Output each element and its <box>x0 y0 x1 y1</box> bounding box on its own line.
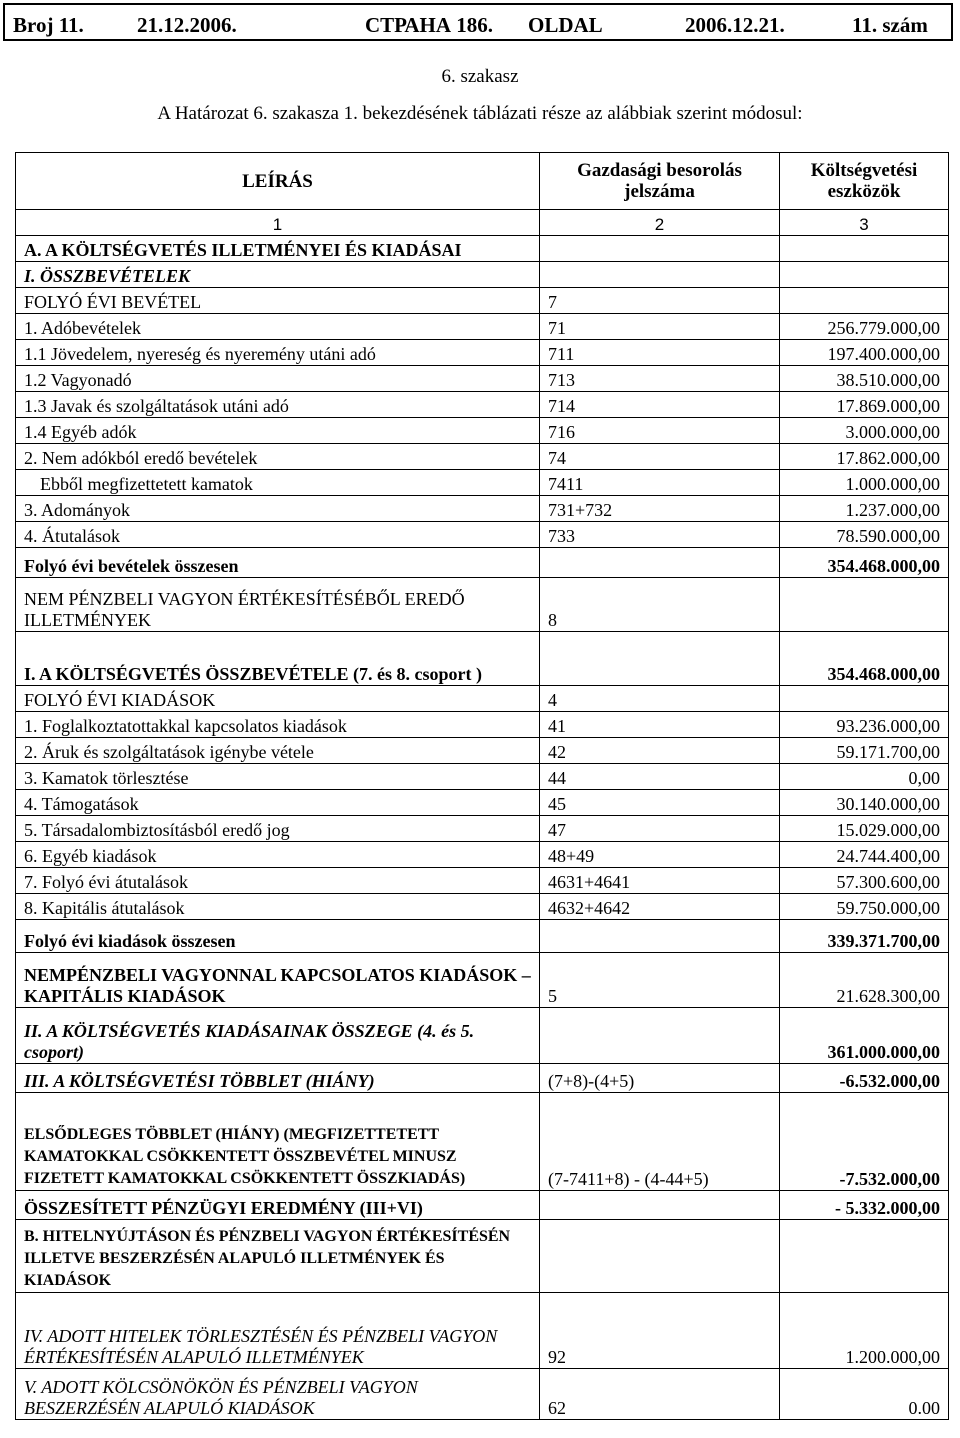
row-code: 48+49 <box>540 842 780 868</box>
row-description: A. A KÖLTSÉGVETÉS ILLETMÉNYEI ÉS KIADÁSAI <box>16 236 540 262</box>
row-description: NEMPÉNZBELI VAGYONNAL KAPCSOLATOS KIADÁSOK – KAPITÁLIS KIADÁSOK <box>16 953 540 1008</box>
table-row <box>16 578 949 632</box>
column-number: 1 <box>16 210 540 236</box>
column-number: 3 <box>780 210 949 236</box>
row-amount: 15.029.000,00 <box>780 816 949 842</box>
row-amount <box>780 686 949 712</box>
row-description: 7. Folyó évi átutalások <box>16 868 540 894</box>
row-amount: 339.371.700,00 <box>780 920 949 953</box>
row-amount: 361.000.000,00 <box>780 1008 949 1064</box>
row-code: 42 <box>540 738 780 764</box>
row-amount <box>780 1220 949 1293</box>
table-row <box>16 288 949 314</box>
row-amount: 59.171.700,00 <box>780 738 949 764</box>
table-row <box>16 236 949 262</box>
row-code <box>540 1191 780 1220</box>
row-amount: 24.744.400,00 <box>780 842 949 868</box>
row-description: 8. Kapitális átutalások <box>16 894 540 920</box>
row-code <box>540 262 780 288</box>
row-code <box>540 548 780 578</box>
row-description: Folyó évi bevételek összesen <box>16 548 540 578</box>
header-description: LEÍRÁS <box>16 153 540 210</box>
table-row <box>16 842 949 868</box>
table-row <box>16 790 949 816</box>
row-code <box>540 920 780 953</box>
row-description: 6. Egyéb kiadások <box>16 842 540 868</box>
intro-text: A Határozat 6. szakasza 1. bekezdésének táblázati része az alábbiak szerint módosul: <box>157 103 803 124</box>
table-row <box>16 444 949 470</box>
row-description: 1.3 Javak és szolgáltatások utáni adó <box>16 392 540 418</box>
row-description: II. A KÖLTSÉGVETÉS KIADÁSAINAK ÖSSZEGE (4. és 5. csoport) <box>16 1008 540 1064</box>
row-amount <box>780 578 949 632</box>
budget-table <box>15 152 949 1420</box>
row-code: 8 <box>540 578 780 632</box>
page-serbian: СТРАНА 186. <box>365 13 493 37</box>
row-description: 4. Átutalások <box>16 522 540 548</box>
table-row <box>16 522 949 548</box>
header-classification: Gazdasági besorolás jelszáma <box>540 153 780 210</box>
table-row <box>16 632 949 686</box>
row-code: 731+732 <box>540 496 780 522</box>
row-code: 45 <box>540 790 780 816</box>
row-code: 41 <box>540 712 780 738</box>
row-description: ELSŐDLEGES TÖBBLET (HIÁNY) (MEGFIZETTETETT KAMATOKKAL CSÖKKENTETT ÖSSZBEVÉTEL MINUSZ FIZETETT KAMATOKKAL CSÖKKENTETT ÖSSZKIADÁS) <box>16 1093 540 1191</box>
header-budget-funds: Költségvetési eszközök <box>780 153 949 210</box>
table-row <box>16 738 949 764</box>
row-code: 711 <box>540 340 780 366</box>
row-description: B. HITELNYÚJTÁSON ÉS PÉNZBELI VAGYON ÉRTÉKESÍTÉSÉN ILLETVE BESZERZÉSÉN ALAPULÓ ILLETMÉNYEK ÉS KIADÁSOK <box>16 1220 540 1293</box>
row-description: 3. Adományok <box>16 496 540 522</box>
row-code: 4632+4642 <box>540 894 780 920</box>
row-amount: 0,00 <box>780 764 949 790</box>
table-row <box>16 470 949 496</box>
row-description: 1. Adóbevételek <box>16 314 540 340</box>
row-description: 1.4 Egyéb adók <box>16 418 540 444</box>
table-row <box>16 1093 949 1191</box>
row-amount <box>780 236 949 262</box>
row-code: 92 <box>540 1293 780 1369</box>
table-row <box>16 496 949 522</box>
table-row <box>16 953 949 1008</box>
row-amount: 59.750.000,00 <box>780 894 949 920</box>
row-code <box>540 1220 780 1293</box>
row-code: 733 <box>540 522 780 548</box>
row-code: 716 <box>540 418 780 444</box>
row-code: 44 <box>540 764 780 790</box>
issue-number: Broj 11. <box>13 13 84 37</box>
table-row <box>16 548 949 578</box>
row-description: ÖSSZESÍTETT PÉNZÜGYI EREDMÉNY (III+VI) <box>16 1191 540 1220</box>
table-row <box>16 1064 949 1093</box>
row-description: Ebből megfizettetett kamatok <box>16 470 540 496</box>
row-code: (7-7411+8) - (4-44+5) <box>540 1093 780 1191</box>
row-description: 2. Áruk és szolgáltatások igénybe vétele <box>16 738 540 764</box>
row-description: V. ADOTT KÖLCSÖNÖKÖN ÉS PÉNZBELI VAGYON BESZERZÉSÉN ALAPULÓ KIADÁSOK <box>16 1369 540 1420</box>
row-description: NEM PÉNZBELI VAGYON ÉRTÉKESÍTÉSÉBŐL EREDŐ ILLETMÉNYEK <box>16 578 540 632</box>
row-amount: 93.236.000,00 <box>780 712 949 738</box>
row-amount: 30.140.000,00 <box>780 790 949 816</box>
row-description: 1.1 Jövedelem, nyereség és nyeremény utáni adó <box>16 340 540 366</box>
row-amount: 17.869.000,00 <box>780 392 949 418</box>
row-amount: 57.300.600,00 <box>780 868 949 894</box>
row-description: 3. Kamatok törlesztése <box>16 764 540 790</box>
table-row <box>16 392 949 418</box>
row-description: 5. Társadalombiztosításból eredő jog <box>16 816 540 842</box>
row-amount: 38.510.000,00 <box>780 366 949 392</box>
row-amount: - 5.332.000,00 <box>780 1191 949 1220</box>
row-description: I. ÖSSZBEVÉTELEK <box>16 262 540 288</box>
table-row <box>16 314 949 340</box>
row-code <box>540 236 780 262</box>
table-row <box>16 894 949 920</box>
table-row <box>16 1293 949 1369</box>
table-row <box>16 686 949 712</box>
table-row <box>16 418 949 444</box>
row-code <box>540 1008 780 1064</box>
table-row <box>16 1191 949 1220</box>
row-amount: -7.532.000,00 <box>780 1093 949 1191</box>
row-code: (7+8)-(4+5) <box>540 1064 780 1093</box>
table-row <box>16 340 949 366</box>
row-amount: 1.200.000,00 <box>780 1293 949 1369</box>
table-row <box>16 366 949 392</box>
page-header <box>3 3 953 41</box>
row-amount: 256.779.000,00 <box>780 314 949 340</box>
row-code: 7 <box>540 288 780 314</box>
row-description: 1. Foglalkoztatottakkal kapcsolatos kiadások <box>16 712 540 738</box>
row-description: III. A KÖLTSÉGVETÉSI TÖBBLET (HIÁNY) <box>16 1064 540 1093</box>
row-code: 47 <box>540 816 780 842</box>
table-row <box>16 1220 949 1293</box>
row-description: 4. Támogatások <box>16 790 540 816</box>
row-code: 714 <box>540 392 780 418</box>
issue-number-hu: 11. szám <box>852 13 928 37</box>
row-amount: 1.000.000,00 <box>780 470 949 496</box>
table-row <box>16 920 949 953</box>
row-description: FOLYÓ ÉVI BEVÉTEL <box>16 288 540 314</box>
row-amount <box>780 262 949 288</box>
row-amount: 17.862.000,00 <box>780 444 949 470</box>
row-amount <box>780 288 949 314</box>
page-hungarian: OLDAL <box>528 13 603 37</box>
table-row <box>16 764 949 790</box>
row-code: 7411 <box>540 470 780 496</box>
table-row <box>16 816 949 842</box>
row-description: FOLYÓ ÉVI KIADÁSOK <box>16 686 540 712</box>
column-number: 2 <box>540 210 780 236</box>
row-code: 74 <box>540 444 780 470</box>
row-code: 713 <box>540 366 780 392</box>
row-amount: 3.000.000,00 <box>780 418 949 444</box>
table-header-row <box>16 153 949 210</box>
row-code: 5 <box>540 953 780 1008</box>
row-amount: 197.400.000,00 <box>780 340 949 366</box>
row-description: 1.2 Vagyonadó <box>16 366 540 392</box>
row-amount: -6.532.000,00 <box>780 1064 949 1093</box>
table-row <box>16 1008 949 1064</box>
table-row <box>16 868 949 894</box>
row-description: I. A KÖLTSÉGVETÉS ÖSSZBEVÉTELE (7. és 8. csoport ) <box>16 632 540 686</box>
row-code: 4631+4641 <box>540 868 780 894</box>
section-title: 6. szakasz <box>441 66 519 87</box>
row-amount: 354.468.000,00 <box>780 548 949 578</box>
table-row <box>16 1369 949 1420</box>
row-code: 71 <box>540 314 780 340</box>
column-number-row <box>16 210 949 236</box>
row-code: 4 <box>540 686 780 712</box>
date-hungarian: 2006.12.21. <box>685 13 785 37</box>
row-description: 2. Nem adókból eredő bevételek <box>16 444 540 470</box>
table-row <box>16 712 949 738</box>
row-amount: 1.237.000,00 <box>780 496 949 522</box>
row-description: IV. ADOTT HITELEK TÖRLESZTÉSÉN ÉS PÉNZBELI VAGYON ÉRTÉKESÍTÉSÉN ALAPULÓ ILLETMÉNYEK <box>16 1293 540 1369</box>
row-amount: 354.468.000,00 <box>780 632 949 686</box>
row-amount: 0.00 <box>780 1369 949 1420</box>
table-row <box>16 262 949 288</box>
date-serbian: 21.12.2006. <box>137 13 237 37</box>
row-code <box>540 632 780 686</box>
row-code: 62 <box>540 1369 780 1420</box>
row-description: Folyó évi kiadások összesen <box>16 920 540 953</box>
row-amount: 78.590.000,00 <box>780 522 949 548</box>
row-amount: 21.628.300,00 <box>780 953 949 1008</box>
